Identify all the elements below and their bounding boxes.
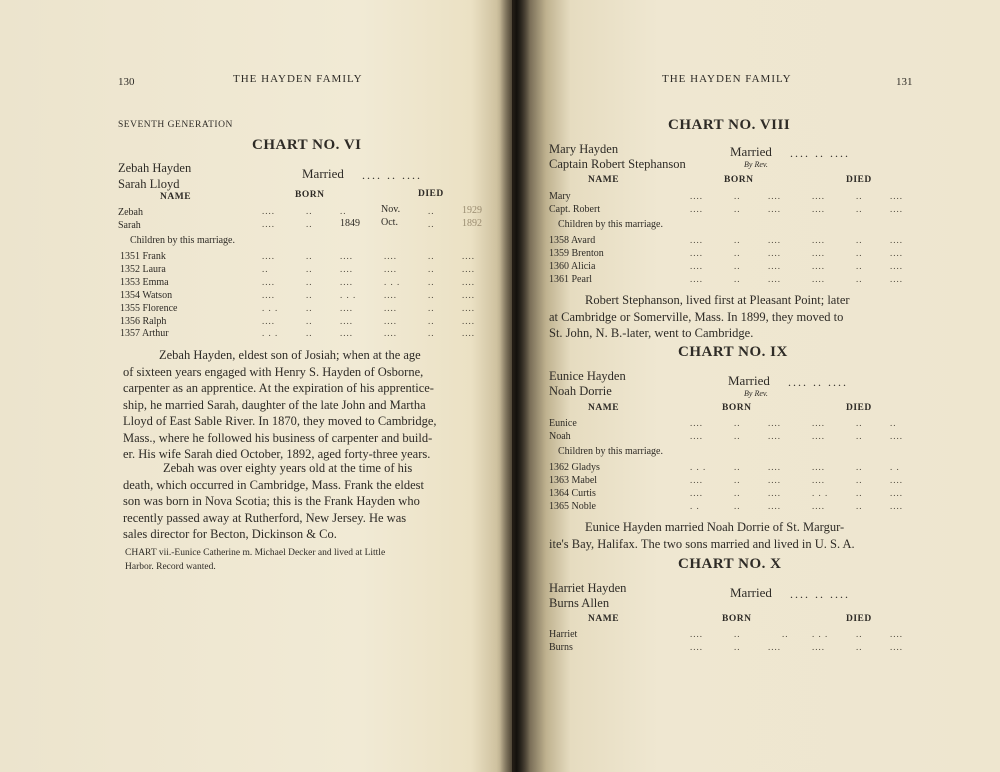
running-head: THE HAYDEN FAMILY bbox=[233, 73, 363, 85]
row-name: 1357 Arthur bbox=[120, 328, 169, 339]
text-line: of sixteen years engaged with Henry S. Hayden of Osborne, bbox=[123, 364, 424, 379]
died-cell: .... bbox=[890, 274, 903, 284]
died-cell: .. bbox=[856, 235, 863, 245]
born-cell: .. bbox=[734, 204, 741, 214]
died-cell: .... bbox=[812, 261, 825, 271]
died-cell: .. bbox=[856, 418, 863, 428]
column-header-died: DIED bbox=[846, 614, 872, 624]
born-cell: .. bbox=[734, 642, 741, 652]
spouse-name: Sarah Lloyd bbox=[118, 177, 180, 191]
row-name: Noah bbox=[549, 431, 571, 442]
by-rev-label: By Rev. bbox=[744, 160, 768, 169]
died-cell: .... bbox=[890, 235, 903, 245]
text-line: Robert Stephanson, lived first at Pleasant Point; later bbox=[585, 293, 850, 307]
column-header-name: NAME bbox=[588, 175, 620, 185]
married-label: Married bbox=[730, 144, 772, 159]
column-header-died: DIED bbox=[846, 175, 872, 185]
died-cell: .. bbox=[428, 206, 435, 216]
born-cell: .. bbox=[306, 290, 313, 300]
chart-title: CHART NO. IX bbox=[678, 344, 788, 360]
born-cell: .. bbox=[734, 501, 741, 511]
died-cell: .... bbox=[812, 274, 825, 284]
born-cell: .... bbox=[340, 251, 353, 261]
married-date: .... .. .... bbox=[790, 146, 850, 160]
died-cell: .... bbox=[812, 462, 825, 472]
died-cell: Nov. bbox=[381, 204, 401, 215]
column-header-died: DIED bbox=[418, 189, 444, 199]
born-cell: .... bbox=[262, 290, 275, 300]
born-cell: .... bbox=[768, 191, 781, 201]
died-cell: .... bbox=[890, 501, 903, 511]
born-cell: .. bbox=[734, 431, 741, 441]
born-cell: .. bbox=[734, 235, 741, 245]
died-cell: .. bbox=[856, 261, 863, 271]
born-cell: .... bbox=[690, 191, 703, 201]
died-cell: .... bbox=[462, 290, 475, 300]
row-name: Zebah bbox=[118, 207, 143, 218]
born-cell: .. bbox=[306, 277, 313, 287]
died-cell: .. bbox=[856, 488, 863, 498]
born-cell: .... bbox=[768, 248, 781, 258]
born-cell: .. bbox=[734, 274, 741, 284]
born-cell: .... bbox=[768, 475, 781, 485]
born-cell: .. bbox=[734, 462, 741, 472]
died-cell: .... bbox=[462, 264, 475, 274]
row-name: 1355 Florence bbox=[120, 303, 178, 314]
died-cell: .... bbox=[890, 204, 903, 214]
died-cell: .... bbox=[890, 248, 903, 258]
row-name: 1360 Alicia bbox=[549, 261, 596, 272]
text-line: er. His wife Sarah died October, 1892, aged forty-three years. bbox=[123, 447, 431, 461]
children-label: Children by this marriage. bbox=[558, 446, 663, 457]
died-cell: .... bbox=[812, 431, 825, 441]
born-cell: .... bbox=[340, 303, 353, 313]
body-paragraph bbox=[549, 519, 910, 552]
died-cell: .. bbox=[856, 462, 863, 472]
born-cell: .... bbox=[340, 328, 353, 338]
died-cell: .... bbox=[812, 191, 825, 201]
text-line: Mass., where he followed his business of carpenter and build- bbox=[123, 430, 433, 445]
row-name: 1352 Laura bbox=[120, 264, 166, 275]
column-header-died: DIED bbox=[846, 403, 872, 413]
spouse-name: Noah Dorrie bbox=[549, 384, 612, 398]
footnote bbox=[125, 546, 488, 574]
died-cell: .... bbox=[462, 328, 475, 338]
born-cell: .... bbox=[768, 261, 781, 271]
text-line: ite's Bay, Halifax. The two sons married and lived in U. S. A. bbox=[549, 536, 855, 551]
died-cell: .... bbox=[384, 290, 397, 300]
died-cell: .. bbox=[428, 264, 435, 274]
born-cell: .. bbox=[734, 475, 741, 485]
spouse-name: Zebah Hayden bbox=[118, 161, 192, 175]
died-cell: .... bbox=[812, 235, 825, 245]
row-name: 1363 Mabel bbox=[549, 475, 598, 486]
born-cell: .. bbox=[734, 261, 741, 271]
body-paragraph bbox=[123, 347, 486, 463]
died-cell: .. bbox=[428, 277, 435, 287]
born-cell: .... bbox=[690, 642, 703, 652]
column-header-born: BORN bbox=[722, 614, 752, 624]
spouse-name: Mary Hayden bbox=[549, 142, 619, 156]
died-cell: .... bbox=[890, 191, 903, 201]
died-cell: .. bbox=[856, 475, 863, 485]
born-cell: . . bbox=[690, 501, 700, 511]
born-cell: .. bbox=[306, 251, 313, 261]
born-cell: .... bbox=[768, 462, 781, 472]
text-line: son was born in Nova Scotia; this is the Frank Hayden who bbox=[123, 494, 420, 508]
died-cell: Oct. bbox=[381, 217, 398, 228]
chart-title: CHART NO. VIII bbox=[668, 117, 791, 133]
column-header-name: NAME bbox=[160, 192, 192, 202]
spouse-name: Burns Allen bbox=[549, 596, 610, 610]
page-number: 130 bbox=[118, 76, 135, 88]
born-cell: .. bbox=[782, 629, 789, 639]
column-header-name: NAME bbox=[588, 403, 620, 413]
text-line: at Cambridge or Somerville, Mass. In 1899, they moved to bbox=[549, 309, 844, 324]
died-cell: .. bbox=[428, 328, 435, 338]
text-line: St. John, N. B.-later, went to Cambridge. bbox=[549, 326, 754, 340]
born-cell: 1849 bbox=[340, 218, 360, 229]
born-cell: .... bbox=[340, 264, 353, 274]
text-line: sales director for Becton, Dickinson & Co. bbox=[123, 527, 337, 541]
died-cell: .... bbox=[812, 418, 825, 428]
by-rev-label: By Rev. bbox=[744, 389, 768, 398]
born-cell: .... bbox=[340, 316, 353, 326]
died-cell: .... bbox=[890, 488, 903, 498]
row-name: Capt. Robert bbox=[549, 204, 601, 215]
died-cell: .... bbox=[462, 303, 475, 313]
died-cell: . . . bbox=[812, 629, 829, 639]
text-line: ship, he married Sarah, daughter of the late John and Martha bbox=[123, 397, 426, 412]
born-cell: .... bbox=[768, 501, 781, 511]
born-cell: .. bbox=[734, 418, 741, 428]
born-cell: .... bbox=[690, 431, 703, 441]
row-name: 1364 Curtis bbox=[549, 488, 596, 499]
text-line: Lloyd of East Sable River. In 1870, they moved to Cambridge, bbox=[123, 414, 437, 428]
right-page bbox=[512, 0, 1000, 772]
born-cell: .... bbox=[690, 475, 703, 485]
died-cell: .... bbox=[384, 251, 397, 261]
column-header-name: NAME bbox=[588, 614, 620, 624]
born-cell: .... bbox=[262, 251, 275, 261]
born-cell: .... bbox=[262, 277, 275, 287]
died-cell: .... bbox=[890, 475, 903, 485]
died-cell: .... bbox=[812, 204, 825, 214]
born-cell: .... bbox=[768, 418, 781, 428]
born-cell: .... bbox=[690, 629, 703, 639]
born-cell: .... bbox=[768, 488, 781, 498]
born-cell: .... bbox=[690, 261, 703, 271]
died-cell: . . bbox=[890, 462, 900, 472]
died-cell: .. bbox=[856, 191, 863, 201]
died-cell: .. bbox=[856, 629, 863, 639]
row-name: 1365 Noble bbox=[549, 501, 596, 512]
married-label: Married bbox=[302, 166, 344, 181]
married-date: .... .. .... bbox=[788, 375, 848, 389]
married-date: .... .. .... bbox=[790, 587, 850, 601]
chart-title: CHART NO. VI bbox=[252, 137, 362, 153]
text-line: recently passed away at Rutherford, New Jersey. He was bbox=[123, 510, 407, 525]
book-gutter-shadow bbox=[500, 0, 530, 772]
died-cell: .... bbox=[812, 248, 825, 258]
died-cell: 1929 bbox=[462, 205, 482, 216]
born-cell: .... bbox=[768, 204, 781, 214]
died-cell: .... bbox=[890, 261, 903, 271]
generation-label: SEVENTH GENERATION bbox=[118, 120, 233, 130]
born-cell: .. bbox=[306, 316, 313, 326]
married-date: .... .. .... bbox=[362, 168, 422, 182]
died-cell: .... bbox=[812, 475, 825, 485]
spouse-name: Eunice Hayden bbox=[549, 369, 626, 383]
row-name: 1361 Pearl bbox=[549, 274, 593, 285]
married-label: Married bbox=[730, 585, 772, 600]
row-name: 1358 Avard bbox=[549, 235, 596, 246]
died-cell: .... bbox=[384, 328, 397, 338]
died-cell: .... bbox=[462, 277, 475, 287]
died-cell: .... bbox=[812, 501, 825, 511]
born-cell: .... bbox=[690, 418, 703, 428]
born-cell: .. bbox=[340, 206, 347, 216]
born-cell: . . . bbox=[262, 303, 279, 313]
spouse-name: Harriet Hayden bbox=[549, 581, 627, 595]
body-paragraph bbox=[123, 460, 486, 543]
text-line: Harbor. Record wanted. bbox=[125, 562, 216, 572]
died-cell: .... bbox=[384, 303, 397, 313]
died-cell: .. bbox=[428, 303, 435, 313]
died-cell: . . . bbox=[384, 277, 401, 287]
died-cell: .. bbox=[856, 431, 863, 441]
died-cell: .... bbox=[462, 251, 475, 261]
text-line: Zebah Hayden, eldest son of Josiah; when at the age bbox=[159, 348, 421, 362]
born-cell: .... bbox=[768, 274, 781, 284]
born-cell: .... bbox=[690, 204, 703, 214]
born-cell: .... bbox=[690, 248, 703, 258]
chart-title: CHART NO. X bbox=[678, 556, 782, 572]
born-cell: .... bbox=[262, 206, 275, 216]
column-header-born: BORN bbox=[722, 403, 752, 413]
died-cell: .. bbox=[428, 251, 435, 261]
row-name: 1356 Ralph bbox=[120, 316, 167, 327]
died-cell: .. bbox=[856, 642, 863, 652]
row-name: Eunice bbox=[549, 418, 577, 429]
born-cell: .. bbox=[306, 219, 313, 229]
born-cell: .... bbox=[690, 488, 703, 498]
died-cell: .. bbox=[856, 248, 863, 258]
died-cell: .... bbox=[890, 629, 903, 639]
married-label: Married bbox=[728, 373, 770, 388]
born-cell: .... bbox=[768, 642, 781, 652]
children-label: Children by this marriage. bbox=[558, 219, 663, 230]
column-header-born: BORN bbox=[724, 175, 754, 185]
row-name: 1354 Watson bbox=[120, 290, 173, 301]
born-cell: .. bbox=[262, 264, 269, 274]
born-cell: .. bbox=[734, 191, 741, 201]
born-cell: .... bbox=[768, 235, 781, 245]
body-paragraph bbox=[549, 292, 910, 342]
died-cell: .. bbox=[890, 418, 897, 428]
died-cell: .. bbox=[856, 501, 863, 511]
died-cell: .. bbox=[856, 204, 863, 214]
born-cell: .... bbox=[690, 235, 703, 245]
died-cell: . . . bbox=[812, 488, 829, 498]
born-cell: .. bbox=[306, 328, 313, 338]
text-line: Eunice Hayden married Noah Dorrie of St. Margur- bbox=[585, 520, 845, 534]
children-label: Children by this marriage. bbox=[130, 235, 235, 246]
died-cell: .. bbox=[428, 290, 435, 300]
died-cell: .... bbox=[384, 264, 397, 274]
spouse-name: Captain Robert Stephanson bbox=[549, 157, 686, 171]
born-cell: .... bbox=[262, 316, 275, 326]
born-cell: . . . bbox=[340, 290, 357, 300]
column-header-born: BORN bbox=[295, 190, 325, 200]
born-cell: .. bbox=[306, 264, 313, 274]
died-cell: .. bbox=[428, 316, 435, 326]
row-name: 1359 Brenton bbox=[549, 248, 604, 259]
died-cell: .... bbox=[384, 316, 397, 326]
born-cell: .... bbox=[340, 277, 353, 287]
born-cell: .. bbox=[734, 248, 741, 258]
born-cell: .. bbox=[306, 303, 313, 313]
text-line: death, which occurred in Cambridge, Mass. Frank the eldest bbox=[123, 477, 424, 492]
died-cell: 1892 bbox=[462, 218, 482, 229]
died-cell: .... bbox=[812, 642, 825, 652]
row-name: Burns bbox=[549, 642, 573, 653]
died-cell: .. bbox=[428, 219, 435, 229]
row-name: 1362 Gladys bbox=[549, 462, 600, 473]
born-cell: .... bbox=[262, 219, 275, 229]
died-cell: .... bbox=[890, 642, 903, 652]
text-line: CHART vii.-Eunice Catherine m. Michael Decker and lived at Little bbox=[125, 548, 386, 558]
page-number: 131 bbox=[896, 76, 913, 88]
row-name: Harriet bbox=[549, 629, 578, 640]
died-cell: .... bbox=[890, 431, 903, 441]
row-name: 1353 Emma bbox=[120, 277, 169, 288]
row-name: Sarah bbox=[118, 220, 141, 231]
row-name: Mary bbox=[549, 191, 571, 202]
born-cell: . . . bbox=[262, 328, 279, 338]
text-line: carpenter as an apprentice. At the expiration of his apprentice- bbox=[123, 381, 434, 395]
born-cell: .. bbox=[306, 206, 313, 216]
running-head: THE HAYDEN FAMILY bbox=[662, 73, 792, 85]
born-cell: . . . bbox=[690, 462, 707, 472]
row-name: 1351 Frank bbox=[120, 251, 166, 262]
text-line: Zebah was over eighty years old at the time of his bbox=[163, 461, 413, 475]
born-cell: .... bbox=[768, 431, 781, 441]
died-cell: .... bbox=[462, 316, 475, 326]
born-cell: .... bbox=[690, 274, 703, 284]
born-cell: .. bbox=[734, 488, 741, 498]
born-cell: .. bbox=[734, 629, 741, 639]
died-cell: .. bbox=[856, 274, 863, 284]
